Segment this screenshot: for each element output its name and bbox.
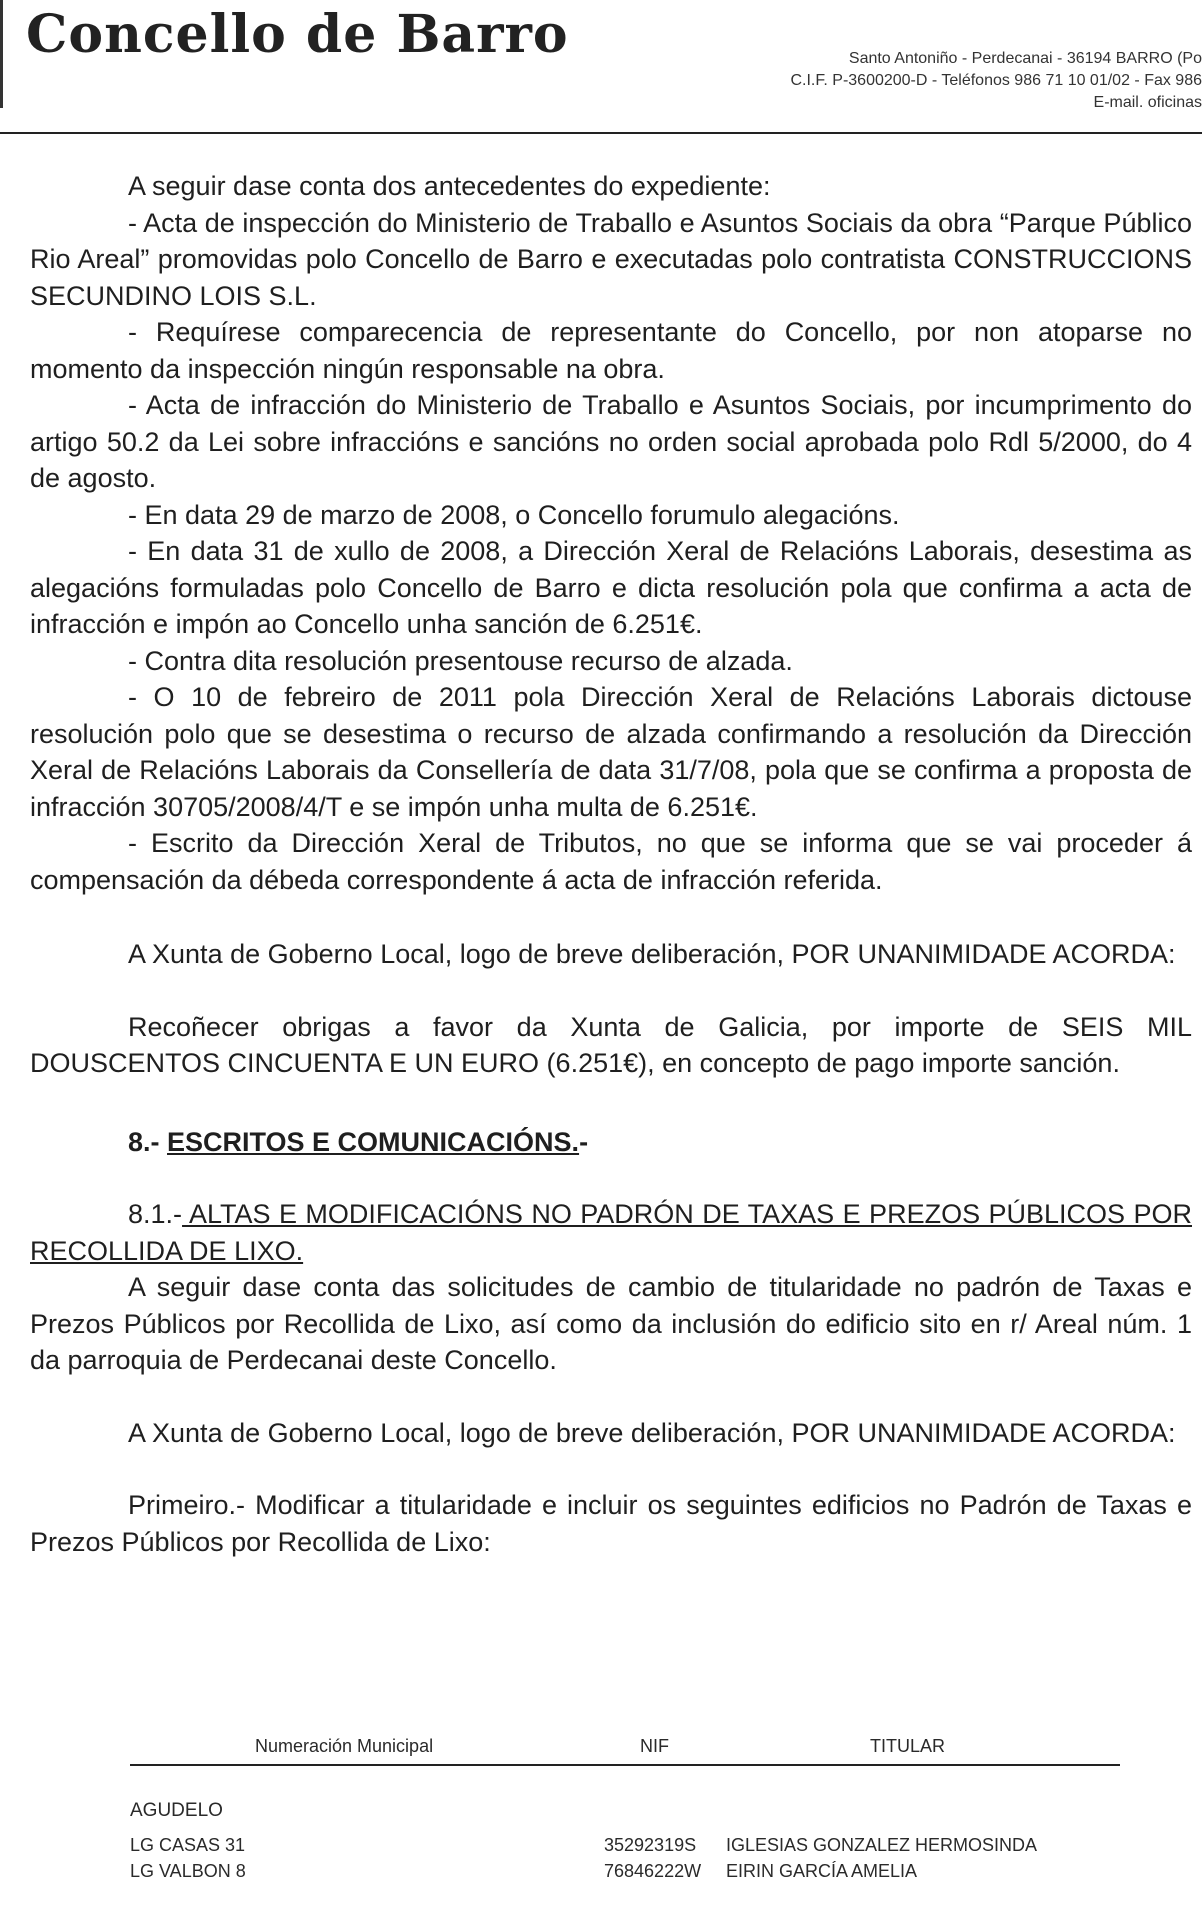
row-nif: 76846222W	[604, 1861, 702, 1881]
section-8-1-number: 8.1.-	[128, 1199, 183, 1229]
paragraph-solicitudes: A seguir dase conta das solicitudes de cambio de titularidade no padrón de Taxas e Prezos Públicos por Recollida de Lixo, así como da inclusión do edificio sito en r/ Areal núm. 1 da parroquia de Perdecanai deste Concello.	[30, 1272, 1192, 1375]
row-address: LG VALBON 8	[130, 1861, 246, 1881]
row-nif: 35292319S	[604, 1835, 697, 1855]
document-body	[30, 168, 1192, 1560]
row-titular: IGLESIAS GONZALEZ HERMOSINDA	[726, 1835, 1038, 1855]
row-address: LG CASAS 31	[130, 1835, 246, 1855]
section-8-1-title: ALTAS E MODIFICACIÓNS NO PADRÓN DE TAXAS E PREZOS PÚBLICOS POR RECOLLIDA DE LIXO.	[30, 1199, 1192, 1266]
column-header-municipal: Numeración Municipal	[255, 1736, 434, 1756]
section-8-title: ESCRITOS E COMUNICACIÓNS.	[167, 1126, 580, 1157]
paragraph-tributos: - Escrito da Dirección Xeral de Tributos, no que se informa que se vai proceder á compensación da débeda correspondente á acta de infracción referida.	[30, 828, 1192, 895]
column-header-titular: TITULAR	[870, 1736, 946, 1756]
paragraph-alegacions: - En data 29 de marzo de 2008, o Concello forumulo alegacións.	[128, 499, 900, 530]
section-heading-8	[30, 1124, 1192, 1161]
letterhead-divider	[0, 132, 1202, 134]
section-8-suffix: -	[579, 1126, 589, 1157]
table-zone-label: AGUDELO	[130, 1800, 223, 1821]
letterhead-left-rule	[0, 0, 3, 108]
table-body	[130, 1796, 1120, 1884]
paragraph-reconecer-obrigas: Recoñecer obrigas a favor da Xunta de Galicia, por importe de SEIS MIL DOUSCENTOS CINCUENTA E UN EURO (6.251€), en concepto de pago importe sanción.	[30, 1011, 1192, 1078]
paragraph-acta-infraccion: - Acta de infracción do Ministerio de Traballo e Asuntos Sociais, por incumprimento do artigo 50.2 da Lei sobre infraccións e sancións no orden social aprobada polo Rdl 5/2000, do 4 de agosto.	[30, 390, 1192, 493]
letterhead-contact	[642, 48, 1202, 114]
table-row	[130, 1858, 1120, 1884]
row-titular: EIRIN GARCÍA AMELIA	[726, 1861, 918, 1881]
column-header-nif: NIF	[640, 1736, 669, 1756]
letterhead-title: Concello de Barro	[26, 4, 569, 65]
contact-address: Santo Antoniño - Perdecanai - 36194 BARRO (Po	[848, 50, 1202, 67]
paragraph-recurso: - Contra dita resolución presentouse recurso de alzada.	[128, 645, 793, 676]
paragraph-acorda-2: A Xunta de Goberno Local, logo de breve deliberación, POR UNANIMIDADE ACORDA:	[128, 1417, 1176, 1448]
paragraph-comparecencia: - Requírese comparecencia de representante do Concello, por non atoparse no momento da inspección ningún responsable na obra.	[30, 317, 1192, 384]
contact-phones: C.I.F. P-3600200-D - Teléfonos 986 71 10 01/02 - Fax 986	[790, 72, 1202, 89]
padron-table	[130, 1734, 1120, 1884]
paragraph-desestima: - En data 31 de xullo de 2008, a Dirección Xeral de Relacións Laborais, desestima as alegacións formuladas polo Concello de Barro e dicta resolución pola que confirma a acta de infracción e impón ao Concello unha sanción de 6.251€.	[30, 536, 1192, 639]
table-row	[130, 1832, 1120, 1858]
paragraph-primeiro: Primeiro.- Modificar a titularidade e incluir os seguintes edificios no Padrón de Taxas e Prezos Públicos por Recollida de Lixo:	[30, 1490, 1192, 1557]
section-8-number: 8.-	[128, 1126, 168, 1157]
paragraph-acorda-1: A Xunta de Goberno Local, logo de breve deliberación, POR UNANIMIDADE ACORDA:	[128, 939, 1176, 969]
letterhead	[0, 0, 1202, 140]
section-heading-8-1	[30, 1196, 1192, 1269]
paragraph-antecedentes-intro: A seguir dase conta dos antecedentes do expediente:	[128, 171, 771, 201]
table-header	[130, 1734, 1120, 1766]
paragraph-resolucion-2011: - O 10 de febreiro de 2011 pola Dirección Xeral de Relacións Laborais dictouse resolución polo que se desestima o recurso de alzada confirmando a resolución da Dirección Xeral de Relacións Laborais da Consellería de data 31/7/08, pola que se confirma a proposta de infracción 30705/2008/4/T e se impón unha multa de 6.251€.	[30, 682, 1192, 822]
contact-email: E-mail. oficinas	[1093, 94, 1202, 111]
paragraph-acta-inspeccion: - Acta de inspección do Ministerio de Traballo e Asuntos Sociais da obra “Parque Público Rio Areal” promovidas polo Concello de Barro e executadas polo contratista CONSTRUCCIONS SECUNDINO LOIS S.L.	[30, 207, 1192, 311]
